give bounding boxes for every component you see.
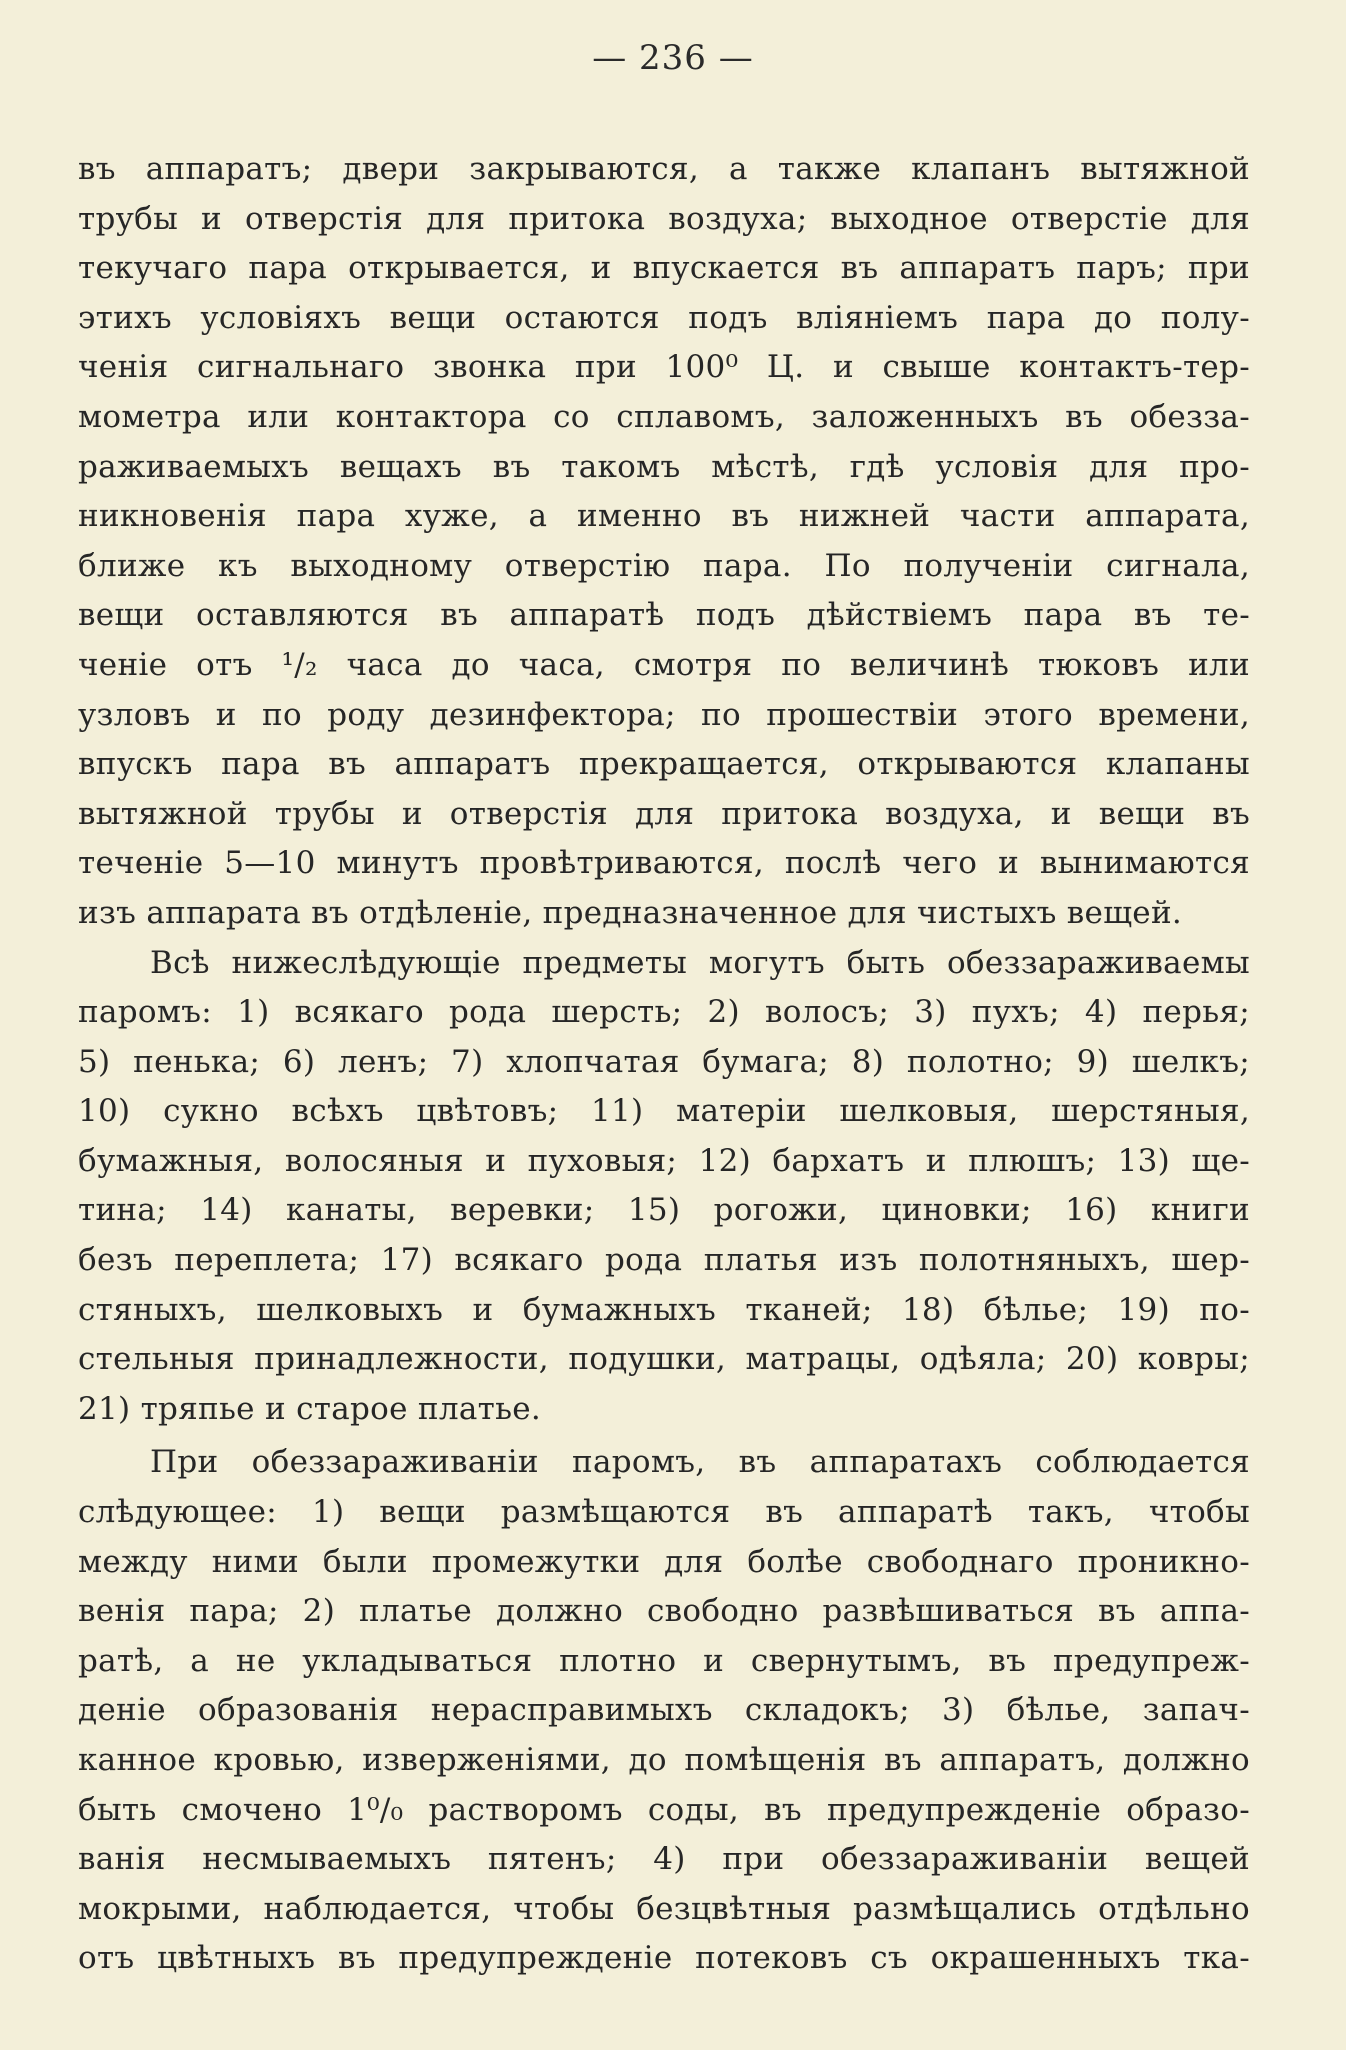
text-line: мокрыми, наблюдается, чтобы безцвѣтныя размѣщались отдѣльно (78, 1890, 1250, 1927)
text-line: въ аппаратъ; двери закрываются, а также клапанъ вытяжной (78, 151, 1250, 187)
text-line: тина; 14) канаты, веревки; 15) рогожи, циновки; 16) книги (78, 1192, 1250, 1229)
paragraph-3 (78, 1438, 1250, 1984)
text-line: трубы и отверстія для притока воздуха; выходное отверстіе для (78, 200, 1250, 237)
text-line: текучаго пара открывается, и впускается въ аппаратъ паръ; при (78, 250, 1250, 287)
text-line: узловъ и по роду дезинфектора; по прошествіи этого времени, (78, 696, 1250, 733)
text-line: вытяжной трубы и отверстія для притока воздуха, и вещи въ (78, 795, 1250, 832)
text-line: деніе образованія нерасправимыхъ складокъ; 3) бѣлье, запач- (78, 1692, 1250, 1729)
text-line: между ними были промежутки для болѣе свободнаго проникно- (78, 1543, 1250, 1580)
text-line: 21) тряпье и старое платье. (78, 1390, 542, 1427)
text-line: 5) пенька; 6) ленъ; 7) хлопчатая бумага; 8) полотно; 9) шелкъ; (78, 1043, 1250, 1080)
body-text (78, 145, 1250, 1984)
paragraph-1 (78, 145, 1250, 939)
text-line: Всѣ нижеслѣдующіе предметы могутъ быть обеззараживаемы (150, 944, 1250, 981)
text-line: стельныя принадлежности, подушки, матрацы, одѣяла; 20) ковры; (78, 1341, 1250, 1378)
page-number: — 236 — (592, 38, 754, 78)
text-line: ченіе отъ ¹/₂ часа до часа, смотря по величинѣ тюковъ или (78, 646, 1250, 683)
text-line: быть смочено 1⁰/₀ растворомъ соды, въ предупрежденіе образо- (78, 1791, 1250, 1828)
text-line: безъ переплета; 17) всякаго рода платья изъ полотняныхъ, шер- (78, 1242, 1250, 1279)
text-line: этихъ условіяхъ вещи остаются подъ вліяніемъ пара до полу- (78, 299, 1250, 336)
text-line: вещи оставляются въ аппаратѣ подъ дѣйствіемъ пара въ те- (78, 597, 1250, 634)
text-line: отъ цвѣтныхъ въ предупрежденіе потековъ съ окрашенныхъ тка- (78, 1940, 1250, 1977)
paragraph-2 (78, 939, 1250, 1435)
text-line: ратѣ, а не укладываться плотно и свернутымъ, въ предупреж- (78, 1642, 1250, 1679)
text-line: ближе къ выходному отверстію пара. По полученіи сигнала, (78, 547, 1250, 584)
text-line: паромъ: 1) всякаго рода шерсть; 2) волосъ; 3) пухъ; 4) перья; (78, 994, 1250, 1031)
text-line: теченіе 5—10 минутъ провѣтриваются, послѣ чего и вынимаются (78, 845, 1250, 882)
text-line: впускъ пара въ аппаратъ прекращается, открываются клапаны (78, 746, 1250, 783)
text-line: слѣдующее: 1) вещи размѣщаются въ аппаратѣ такъ, чтобы (78, 1494, 1250, 1531)
text-line: 10) сукно всѣхъ цвѣтовъ; 11) матеріи шелковыя, шерстяныя, (78, 1093, 1250, 1130)
text-line: стяныхъ, шелковыхъ и бумажныхъ тканей; 18) бѣлье; 19) по- (78, 1291, 1250, 1328)
text-line: ченія сигнальнаго звонка при 100⁰ Ц. и свыше контактъ-тер- (78, 349, 1250, 386)
text-line: ванія несмываемыхъ пятенъ; 4) при обеззараживаніи вещей (78, 1841, 1250, 1878)
text-line: канное кровью, изверженіями, до помѣщенія въ аппаратъ, должно (78, 1742, 1250, 1778)
text-line: бумажныя, волосяныя и пуховыя; 12) бархатъ и плюшъ; 13) ще- (78, 1142, 1250, 1179)
text-line: раживаемыхъ вещахъ въ такомъ мѣстѣ, гдѣ условія для про- (78, 448, 1250, 485)
text-line: При обеззараживаніи паромъ, въ аппаратахъ соблюдается (150, 1444, 1250, 1481)
text-line: никновенія пара хуже, а именно въ нижней части аппарата, (78, 498, 1250, 535)
text-line: венія пара; 2) платье должно свободно развѣшиваться въ аппа- (78, 1593, 1250, 1630)
text-line: изъ аппарата въ отдѣленіе, предназначенное для чистыхъ вещей. (78, 894, 1183, 931)
text-line: мометра или контактора со сплавомъ, заложенныхъ въ обезза- (78, 398, 1250, 435)
